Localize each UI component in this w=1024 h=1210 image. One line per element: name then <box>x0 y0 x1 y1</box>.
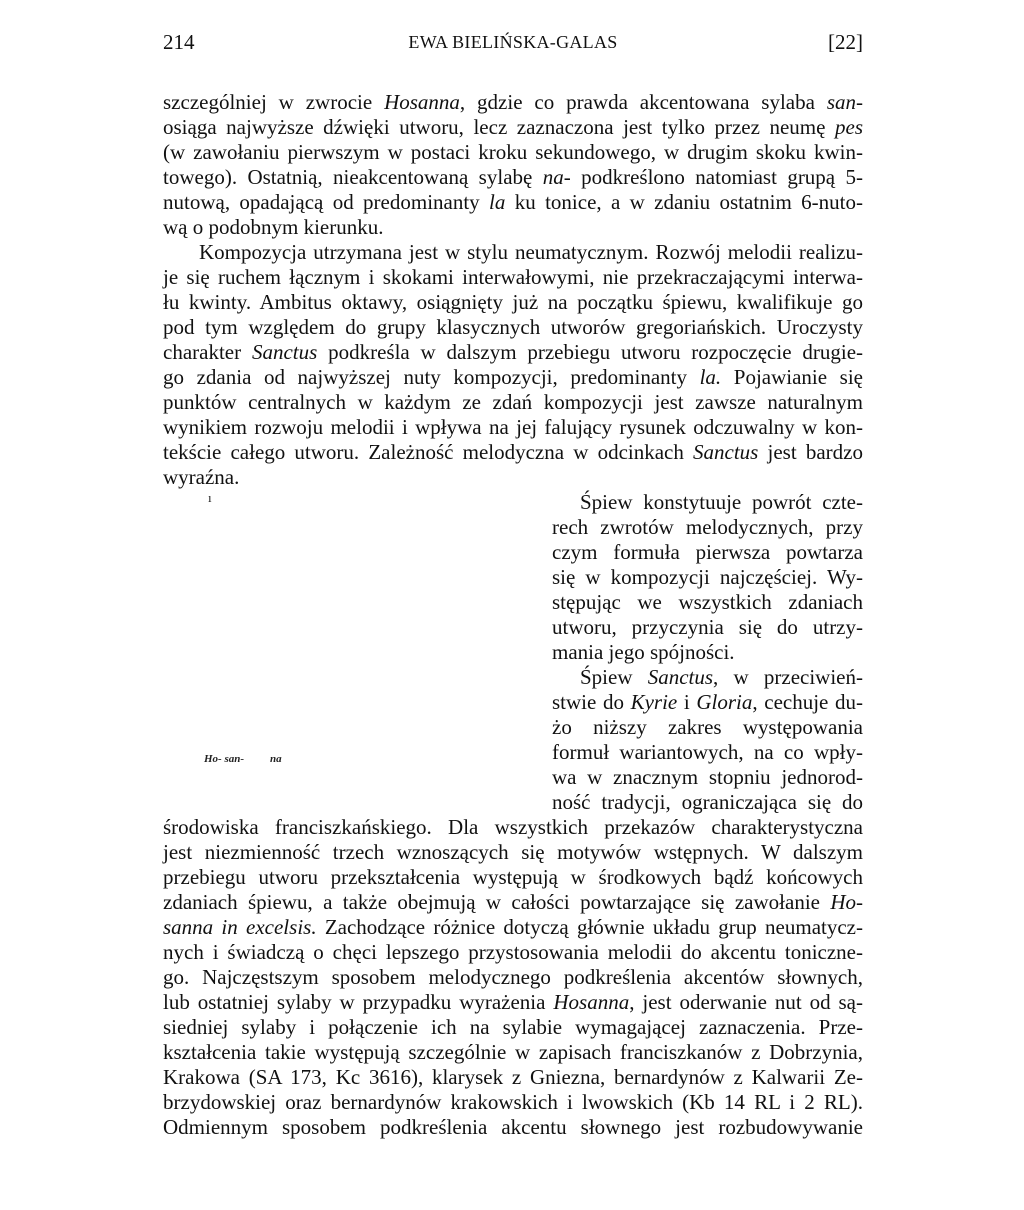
text-line: jest niezmienność trzech wznoszących się motywów wstępnych. W dalszym <box>163 840 863 864</box>
text-line: (w zawołaniu pierwszym w postaci kroku sekundowego, w drugim skoku kwin- <box>163 140 863 164</box>
text-line: nych i świadczą o chęci lepszego przystosowania melodii do akcentu toniczne- <box>163 940 863 964</box>
text-line: siedniej sylaby i połączenie ich na sylabie wymagającej zaznaczenia. Prze- <box>163 1015 863 1039</box>
text-line: Odmiennym sposobem podkreślenia akcentu słownego jest rozbudowywanie <box>163 1115 863 1139</box>
text-line: pod tym względem do grupy klasycznych utworów gregoriańskich. Uroczysty <box>163 315 863 339</box>
text-line: czym formuła pierwsza powtarza <box>552 540 863 564</box>
text-line: się w kompozycji najczęściej. Wy- <box>552 565 863 589</box>
text-line: Śpiew Sanctus, w przeciwień- <box>580 665 863 689</box>
text-line: formuł wariantowych, na co wpły- <box>552 740 863 764</box>
text-line: ność tradycji, ograniczająca się do <box>552 790 863 814</box>
text-line: osiąga najwyższe dźwięki utworu, lecz zaznaczona jest tylko przez neumę pes <box>163 115 863 139</box>
text-line: towego). Ostatnią, nieakcentowaną sylabę na- podkreślono natomiast grupą 5- <box>163 165 863 189</box>
text-line: tekście całego utworu. Zależność melodyczna w odcinkach Sanctus jest bardzo <box>163 440 863 464</box>
text-line: Krakowa (SA 173, Kc 3616), klarysek z Gniezna, bernardynów z Kalwarii Ze- <box>163 1065 863 1089</box>
text-line: wą o podobnym kierunku. <box>163 215 384 239</box>
text-line: stępując we wszystkich zdaniach <box>552 590 863 614</box>
section-number: [22] <box>828 30 863 54</box>
page-number: 214 <box>163 30 195 54</box>
text-line: go zdania od najwyższej nuty kompozycji, predominanty la. Pojawianie się <box>163 365 863 389</box>
running-title: EWA BIELIŃSKA-GALAS <box>408 32 618 52</box>
text-line: go. Najczęstszym sposobem melodycznego podkreślenia akcentów słownych, <box>163 965 863 989</box>
text-line: charakter Sanctus podkreśla w dalszym przebiegu utworu rozpoczęcie drugie- <box>163 340 864 364</box>
text-line: brzydowskiej oraz bernardynów krakowskich i lwowskich (Kb 14 RL i 2 RL). <box>163 1090 863 1114</box>
text-line: stwie do Kyrie i Gloria, cechuje du- <box>552 690 863 714</box>
text-line: Kompozycja utrzymana jest w stylu neumatycznym. Rozwój melodii realizu- <box>199 240 863 264</box>
text-line: wyraźna. <box>163 465 240 489</box>
text-line: wynikiem rozwoju melodii i wpływa na jej falujący rysunek odczuwalny w kon- <box>163 415 863 439</box>
figure-syllable-label: na <box>270 753 282 765</box>
text-line: przebiegu utworu przekształcenia występują w środkowych bądź końcowych <box>163 865 863 889</box>
text-line: mania jego spójności. <box>552 640 735 664</box>
text-line: utworu, przyczynia się do utrzy- <box>552 615 863 639</box>
text-line: punktów centralnych w każdym ze zdań kompozycji jest zawsze naturalnym <box>163 390 863 414</box>
text-line: lub ostatniej sylaby w przypadku wyrażenia Hosanna, jest oderwanie nut od są- <box>163 990 863 1014</box>
text-line: je się ruchem łącznym i skokami interwałowymi, nie przekraczającymi interwa- <box>163 265 863 289</box>
text-line: szczególniej w zwrocie Hosanna, gdzie co prawda akcentowana sylaba san- <box>163 90 863 114</box>
text-line: zdaniach śpiewu, a także obejmują w całości powtarzające się zawołanie Ho- <box>163 890 863 914</box>
text-line: Śpiew konstytuuje powrót czte- <box>580 490 863 514</box>
text-line: wa w znacznym stopniu jednorod- <box>552 765 863 789</box>
text-line: kształcenia takie występują szczególnie w zapisach franciszkanów z Dobrzynia, <box>163 1040 863 1064</box>
text-line: łu kwinty. Ambitus oktawy, osiągnięty już na początku śpiewu, kwalifikuje go <box>163 290 863 314</box>
text-line: żo niższy zakres występowania <box>552 715 863 739</box>
text-line: sanna in excelsis. Zachodzące różnice dotyczą głównie układu grup neumatycz- <box>163 915 863 939</box>
figure-syllable-label: Ho- san- <box>204 753 245 765</box>
running-header <box>163 30 863 64</box>
figure-mark: ı <box>208 490 212 505</box>
text-line: nutową, opadającą od predominanty la ku tonice, a w zdaniu ostatnim 6-nuto- <box>163 190 863 214</box>
text-line: środowiska franciszkańskiego. Dla wszystkich przekazów charakterystyczna <box>163 815 863 839</box>
text-line: rech zwrotów melodycznych, przy <box>552 515 863 539</box>
